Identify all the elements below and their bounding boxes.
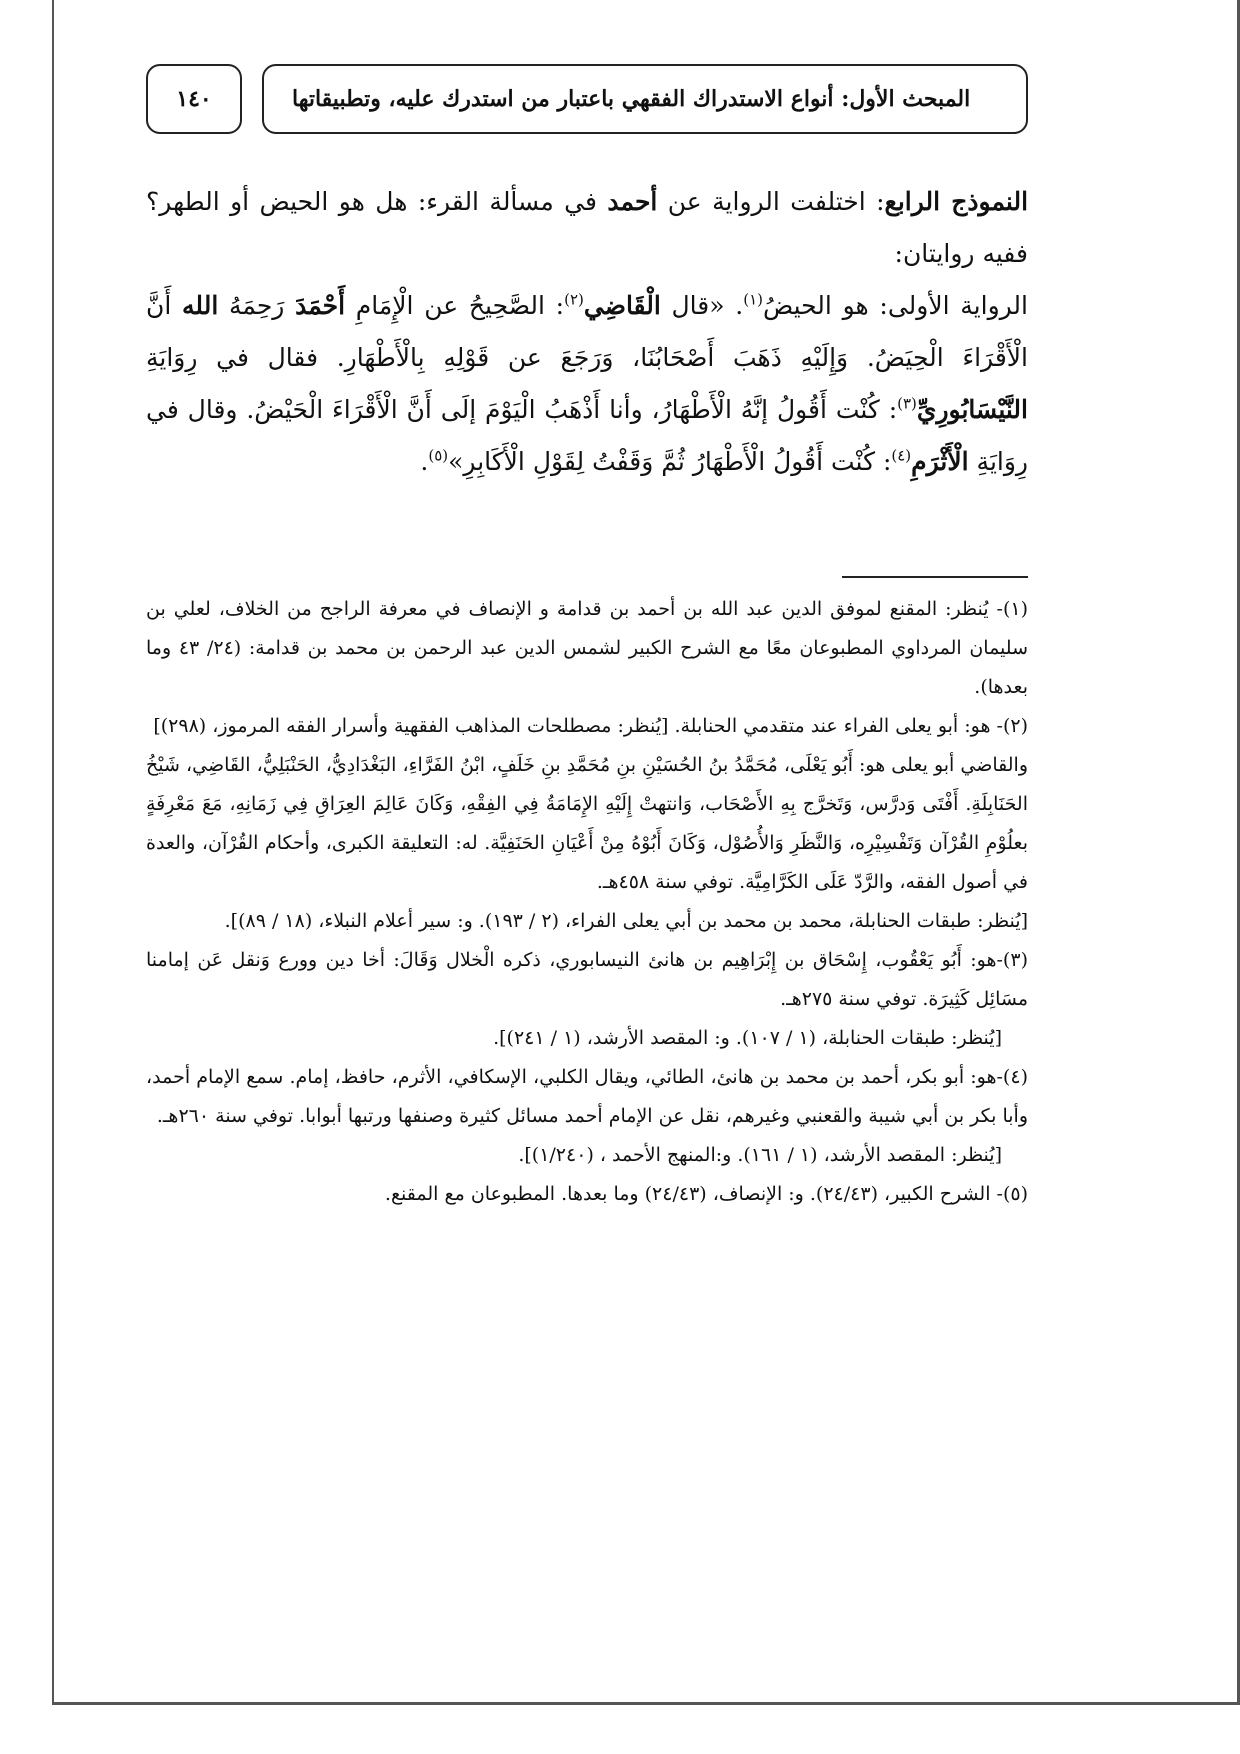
name-qadi: الْقَاضِي <box>583 291 661 320</box>
footnote-2-reference: [يُنظر: طبقات الحنابلة، محمد بن محمد بن أبي يعلى الفراء، (٢ / ١٩٣). و: سير أعلام النبلاء، (١٨ / ٨٩)]. <box>224 910 1028 932</box>
footnote-5: (٥)- الشرح الكبير، (٢٤/٤٣). و: الإنصاف، (٢٤/٤٣) وما بعدها. المطبوعان مع المقنع. <box>384 1183 1028 1205</box>
page-border-bottom <box>52 1702 1240 1705</box>
footnotes <box>146 590 1028 1214</box>
footnote-1: (١)- يُنظر: المقنع لموفق الدين عبد الله بن أحمد بن قدامة و الإنصاف في معرفة الراجح من الخلاف، لعلي بن سليمان المرداوي المطبوعان معًا مع الشرح الكبير لشمس الدين عبد الرحمن بن محمد بن قدامة: (٢٤/ ٤٣ وما بعدها). <box>146 598 1028 698</box>
name-athram: الْأَثْرَمِ <box>911 447 969 476</box>
text-run: الرواية الأولى: هو الحيضُ <box>762 291 1028 320</box>
footnote-3: (٣)-هو: أَبُو يَعْقُوب، إِسْحَاق بن إِبْرَاهِيم بن هانئ النيسابوري، ذكره الْخلال وَقَالَ: أخا دين وورع وَنقل عَن إمامنا مسَائِل كَثِيرَة. توفي سنة ٢٧٥هـ. <box>146 949 1028 1010</box>
text-run: : كُنْت أَقُولُ الْأَطْهَارُ ثُمَّ وَقَفْتُ لِقَوْلِ الْأَكَابِرِ» <box>448 447 892 476</box>
text-run: أَنَّ الْأَقْرَاءَ الْحِيَضُ. وَإِلَيْهِ ذَهَبَ أَصْحَابُنَا، وَرَجَعَ عن قَوْلِهِ بِالْأَطْهَارِ. فقال في رِوَايَةِ <box>146 291 1028 372</box>
page-number-box <box>146 64 242 134</box>
text-run: : كُنْت أَقُولُ إنَّهُ الْأَطْهَارُ، وأنا أَذْهَبُ الْيَوْمَ إلَى أَنَّ الْأَقْرَاءَ الْحَيْضُ. وقال في رِوَايَةِ <box>146 395 1028 476</box>
main-text <box>146 176 1028 488</box>
footnote-2-biography: والقاضي أبو يعلى هو: أَبُو يَعْلَى، مُحَمَّدُ بنُ الحُسَيْنِ بنِ مُحَمَّدِ بنِ خَلَفٍ، ابْنُ الفَرَّاءِ، البَغْدَادِيُّ، الحَنْبَلِيُّ، القَاضِي، شَيْخُ الحَنَابِلَةِ. أَفْتَى وَدرَّس، وَتَخرَّج بِهِ الأَصْحَاب، وَانتهتْ إِلَيْهِ الإِمَامَةُ فِي الفِقْهِ، وَكَانَ عَالِمَ العِرَاقِ فِي زَمَانِهِ، مَعَ مَعْرِفَةٍ بعلُوْمِ القُرْآن وَتَفْسِيْرِه، وَالنَّظَرِ وَالأُصُوْل، وَكَانَ أَبُوْهُ مِنْ أَعْيَانِ الحَنَفِيَّة. له: التعليقة الكبرى، وأحكام القُرْآن، والعدة في أصول الفقه، والرَّدّ عَلَى الكَرَّامِيَّة. توفي سنة ٤٥٨هـ. <box>146 754 1028 893</box>
chapter-title: المبحث الأول: أنواع الاستدراك الفقهي باعتبار من استدرك عليه، وتطبيقاتها <box>292 86 971 112</box>
text-run: : الصَّحِيحُ عن الْإِمَامِ <box>345 291 565 320</box>
text-run: : اختلفت الرواية عن <box>657 187 885 216</box>
text-run: . «قال <box>660 291 744 320</box>
chapter-header-box <box>262 64 1028 134</box>
paragraph-first-narration <box>146 280 1028 488</box>
page-number: ١٤٠ <box>176 86 212 112</box>
name-allah: الله <box>182 291 219 320</box>
footnote-ref-5[interactable]: (٥) <box>428 446 449 465</box>
page-border-left <box>52 0 54 1704</box>
name-ahmad: أَحْمَدَ <box>295 291 346 320</box>
text-run: . <box>420 447 429 476</box>
text-run: رَحِمَهُ <box>218 291 296 320</box>
footnote-4-reference: [يُنظر: المقصد الأرشد، (١ / ١٦١). و:المنهج الأحمد ، (١/٢٤٠)]. <box>518 1144 1002 1166</box>
footnote-4: (٤)-هو: أبو بكر، أحمد بن محمد بن هانئ، الطائي، ويقال الكلبي، الإسكافي، الأثرم، حافظ، إمام. سمع الإمام أحمد، وأبا بكر بن أبي شيبة والقعنبي وغيرهم، نقل عن الإمام أحمد مسائل كثيرة وصنفها ورتبها أبوابا. توفي سنة ٢٦٠هـ. <box>146 1066 1028 1127</box>
footnote-ref-2[interactable]: (٢) <box>564 290 584 309</box>
name-naysaburi: النَّيْسَابُورِيِّ <box>916 395 1028 424</box>
footnote-ref-1[interactable]: (١) <box>743 290 763 309</box>
footnote-ref-4[interactable]: (٤) <box>891 446 912 465</box>
footnote-2: (٢)- هو: أبو يعلى الفراء عند متقدمي الحنابلة. [يُنظر: مصطلحات المذاهب الفقهية وأسرار الفقه المرموز، (٢٩٨)] <box>153 715 1028 737</box>
footnote-3-reference: [يُنظر: طبقات الحنابلة، (١ / ١٠٧). و: المقصد الأرشد، (١ / ٢٤١)]. <box>493 1027 1002 1049</box>
paragraph-model-four <box>146 176 1028 280</box>
text-run: في مسألة القرء: هل هو الحيض أو الطهر؟ ففيه روايتان: <box>146 187 1028 268</box>
model-label: النموذج الرابع <box>884 187 1029 216</box>
name-ahmad: أحمد <box>607 187 658 216</box>
footnote-separator <box>842 576 1028 578</box>
footnote-ref-3[interactable]: (٣) <box>897 394 917 413</box>
